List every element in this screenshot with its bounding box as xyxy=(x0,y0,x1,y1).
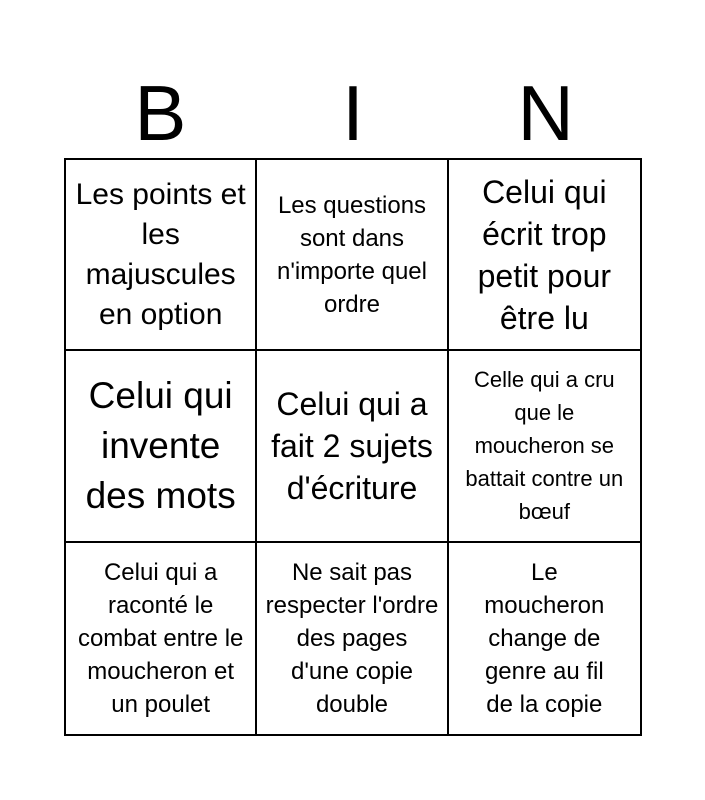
bingo-cell-text: Les questions sont dans n'importe quel ordre xyxy=(276,191,427,318)
bingo-cell-text: Celui qui a fait 2 sujets d'écriture xyxy=(271,385,433,506)
bingo-cell-text: Les points et les majuscules en option xyxy=(75,177,246,331)
bingo-cell[interactable] xyxy=(66,543,257,734)
bingo-cell[interactable] xyxy=(66,351,257,542)
bingo-cell[interactable] xyxy=(257,351,448,542)
header-letter-n: N xyxy=(517,69,574,157)
bingo-cell-text: Celui qui invente des mots xyxy=(85,374,236,516)
header-letter-b: B xyxy=(134,69,187,157)
bingo-header xyxy=(64,68,642,158)
bingo-cell-text: Celle qui a cru que le moucheron se battait contre un bœuf xyxy=(465,367,624,525)
bingo-cell[interactable] xyxy=(66,160,257,351)
bingo-grid xyxy=(64,158,642,736)
bingo-cell-text: Celui qui a raconté le combat entre le moucheron et un poulet xyxy=(77,558,244,718)
bingo-cell[interactable] xyxy=(449,351,640,542)
bingo-cell-text: Ne sait pas respecter l'ordre des pages d'une copie double xyxy=(265,558,439,718)
bingo-cell[interactable] xyxy=(257,543,448,734)
bingo-cell[interactable] xyxy=(449,160,640,351)
bingo-cell[interactable] xyxy=(257,160,448,351)
bingo-cell-text: Celui qui écrit trop petit pour être lu xyxy=(477,173,612,336)
header-letter-i: I xyxy=(342,69,364,157)
bingo-cell-text: Le moucheron change de genre au fil de la copie xyxy=(484,558,605,718)
bingo-cell[interactable] xyxy=(449,543,640,734)
